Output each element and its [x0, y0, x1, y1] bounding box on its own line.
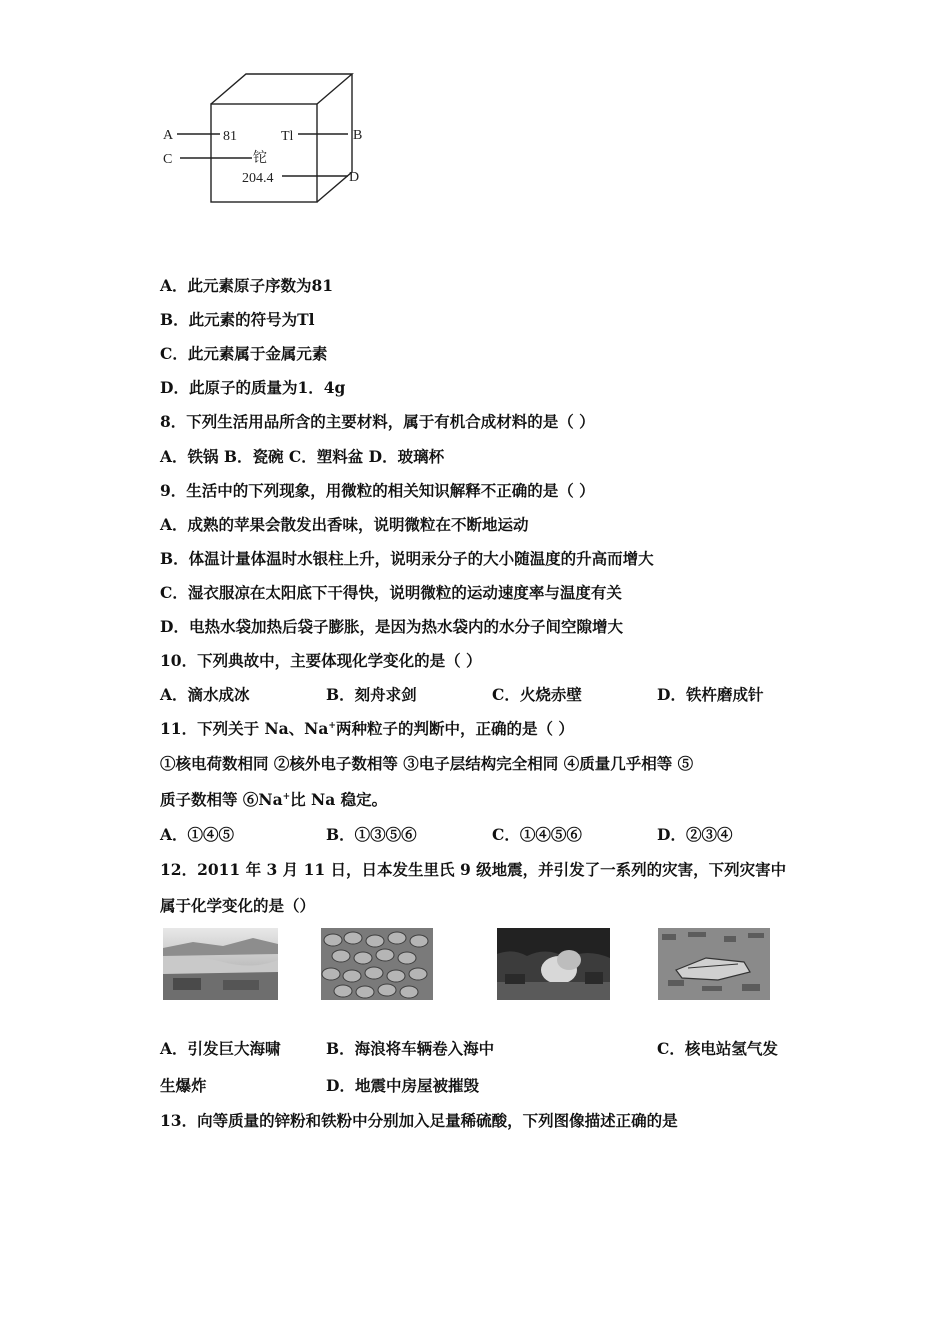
tsunami-photo — [163, 928, 278, 1000]
label-c: C — [163, 152, 173, 167]
q9-option-b: B．体温计量体温时水银柱上升，说明汞分子的大小随温度的升高而增大 — [160, 549, 654, 568]
q11-stem — [160, 719, 574, 739]
q9-option-d: D．电热水袋加热后袋子膨胀，是因为热水袋内的水分子间空隙增大 — [160, 617, 623, 636]
q12-option-c: C．核电站氢气发 — [657, 1039, 778, 1058]
cube-side-face — [317, 74, 352, 202]
label-d: D — [349, 170, 360, 185]
q12-option-c-continued: 生爆炸 — [160, 1076, 207, 1095]
q10-option-c: C．火烧赤壁 — [492, 685, 582, 704]
q12-stem-line-2: 属于化学变化的是（） — [160, 896, 316, 915]
q8-options: A．铁锅 B．瓷碗 C．塑料盆 D．玻璃杯 — [160, 447, 445, 466]
q10-option-b: B．刻舟求剑 — [326, 685, 417, 704]
q10-option-d: D．铁杵磨成针 — [657, 685, 764, 704]
label-b: B — [353, 128, 363, 143]
q11-option-b: B．①③⑤⑥ — [326, 825, 417, 844]
q11-statements-part-2: 比 Na 稳定。 — [290, 790, 388, 809]
q11-stem-superscript: + — [328, 720, 336, 731]
element-name: 铊 — [253, 151, 267, 166]
q7-option-c: C．此元素属于金属元素 — [160, 344, 328, 363]
atomic-mass: 204.4 — [242, 171, 274, 186]
label-a: A — [163, 128, 174, 143]
q11-option-a: A．①④⑤ — [160, 825, 235, 844]
q11-statements-line-2 — [160, 790, 387, 810]
q12-option-b: B．海浪将车辆卷入海中 — [326, 1039, 495, 1058]
q10-option-a: A．滴水成冰 — [160, 685, 250, 704]
q11-stem-part-1: 11．下列关于 Na、Na — [160, 719, 329, 738]
q9-option-a: A．成熟的苹果会散发出香味，说明微粒在不断地运动 — [160, 515, 529, 534]
q7-option-b: B．此元素的符号为Tl — [160, 310, 315, 329]
q9-stem: 9．生活中的下列现象，用微粒的相关知识解释不正确的是（ ） — [160, 481, 595, 500]
collapsed-house-photo — [658, 928, 770, 1000]
q12-option-d: D．地震中房屋被摧毁 — [326, 1076, 479, 1095]
q11-option-c: C．①④⑤⑥ — [492, 825, 582, 844]
q7-option-a: A．此元素原子序数为81 — [160, 276, 334, 295]
q11-statements-superscript: + — [282, 791, 291, 802]
element-symbol: Tl — [281, 129, 294, 144]
q9-option-c: C．湿衣服凉在太阳底下干得快，说明微粒的运动速度率与温度有关 — [160, 583, 622, 602]
q10-stem: 10．下列典故中，主要体现化学变化的是（ ） — [160, 651, 482, 670]
q12-stem-line-1: 12．2011 年 3 月 11 日，日本发生里氏 9 级地震，并引发了一系列的灾害，下列灾害中 — [160, 860, 787, 879]
atomic-number: 81 — [223, 129, 237, 144]
q13-stem: 13．向等质量的锌粉和铁粉中分别加入足量稀硫酸，下列图像描述正确的是 — [160, 1111, 678, 1130]
flooded-cars-photo — [321, 928, 433, 1000]
q12-option-a: A．引发巨大海啸 — [160, 1039, 281, 1058]
q11-statements-part-1: 质子数相等 ⑥Na — [160, 790, 283, 809]
q7-option-d: D．此原子的质量为1．4g — [160, 378, 346, 397]
element-cube-figure — [160, 70, 400, 210]
q11-stem-part-2: 两种粒子的判断中，正确的是（ ） — [335, 719, 574, 738]
q11-option-d: D．②③④ — [657, 825, 733, 844]
q8-stem: 8．下列生活用品所含的主要材料，属于有机合成材料的是（ ） — [160, 412, 595, 431]
cube-top-face — [211, 74, 352, 104]
q11-statements-line-1: ①核电荷数相同 ②核外电子数相等 ③电子层结构完全相同 ④质量几乎相等 ⑤ — [160, 754, 694, 773]
explosion-smoke-photo — [497, 928, 610, 1000]
